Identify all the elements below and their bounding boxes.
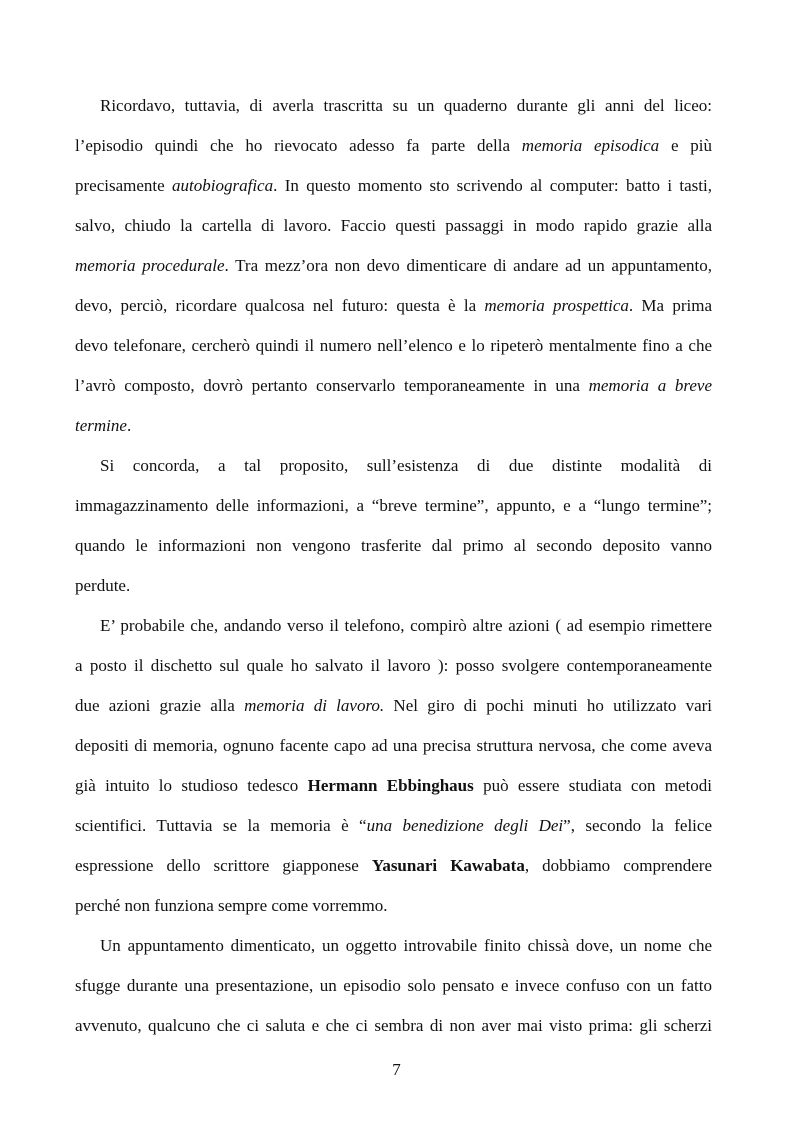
- text-segment: a posto il dischetto sul quale ho salvato il lavoro ): posso svolgere contemporaneamente: [75, 656, 712, 675]
- text-line: [75, 486, 712, 526]
- text-segment: salvo, chiudo la cartella di lavoro. Faccio questi passaggi in modo rapido grazie alla: [75, 216, 712, 235]
- text-segment: ”, secondo la felice: [563, 816, 712, 835]
- paragraph: [75, 606, 712, 926]
- italic-term: memoria a breve: [588, 376, 712, 395]
- text-line: [75, 846, 712, 886]
- text-line: [75, 166, 712, 206]
- text-line: [75, 1006, 712, 1046]
- text-segment: . Tra mezz’ora non devo dimenticare di andare ad un appuntamento,: [224, 256, 712, 275]
- italic-term: memoria di lavoro.: [244, 696, 385, 715]
- text-line: [75, 526, 712, 566]
- page-number: 7: [392, 1060, 401, 1079]
- text-segment: perché non funziona sempre come vorremmo.: [75, 896, 388, 915]
- text-segment: avvenuto, qualcuno che ci saluta e che ci sembra di non aver mai visto prima: gli scherzi: [75, 1016, 712, 1035]
- text-segment: , dobbiamo comprendere: [524, 856, 712, 875]
- italic-term: una benedizione degli Dei: [366, 816, 564, 835]
- text-segment: precisamente: [75, 176, 173, 195]
- text-segment: l’avrò composto, dovrò pertanto conservarlo temporaneamente in una: [75, 376, 589, 395]
- text-segment: .: [126, 416, 132, 435]
- text-segment: già intuito lo studioso tedesco: [75, 776, 308, 795]
- text-line: [75, 446, 712, 486]
- italic-term: termine: [75, 416, 127, 435]
- paragraph: [75, 86, 712, 446]
- text-segment: quando le informazioni non vengono trasferite dal primo al secondo deposito vanno: [75, 536, 712, 555]
- text-segment: sfugge durante una presentazione, un episodio solo pensato e invece confuso con un fatto: [75, 976, 712, 995]
- text-segment: devo telefonare, cercherò quindi il numero nell’elenco e lo ripeterò mentalmente fino a che: [75, 336, 712, 355]
- text-line: [75, 606, 712, 646]
- text-segment: depositi di memoria, ognuno facente capo ad una precisa struttura nervosa, che come aveva: [75, 736, 712, 755]
- text-segment: Nel giro di pochi minuti ho utilizzato vari: [384, 696, 713, 715]
- text-segment: scientifici. Tuttavia se la memoria è “: [75, 816, 367, 835]
- text-line: [75, 726, 712, 766]
- bold-name: Hermann Ebbinghaus: [307, 776, 474, 795]
- text-line: [75, 86, 712, 126]
- text-line: [75, 246, 712, 286]
- text-segment: Un appuntamento dimenticato, un oggetto introvabile finito chissà dove, un nome che: [100, 936, 712, 955]
- document-body: [75, 86, 712, 1046]
- text-segment: devo, perciò, ricordare qualcosa nel futuro: questa è la: [75, 296, 485, 315]
- bold-name: Yasunari Kawabata: [371, 856, 525, 875]
- text-segment: immagazzinamento delle informazioni, a “breve termine”, appunto, e a “lungo termine”;: [75, 496, 712, 515]
- paragraph: [75, 926, 712, 1046]
- text-line: [75, 926, 712, 966]
- italic-term: memoria prospettica: [484, 296, 629, 315]
- paragraph: [75, 446, 712, 606]
- text-line: [75, 806, 712, 846]
- text-segment: E’ probabile che, andando verso il telefono, compirò altre azioni ( ad esempio rimettere: [100, 616, 712, 635]
- text-segment: e più: [659, 136, 712, 155]
- text-segment: l’episodio quindi che ho rievocato adesso fa parte della: [75, 136, 522, 155]
- text-line: [75, 886, 712, 926]
- text-segment: . Ma prima: [628, 296, 712, 315]
- text-line: [75, 646, 712, 686]
- italic-term: memoria episodica: [521, 136, 660, 155]
- text-segment: può essere studiata con metodi: [473, 776, 712, 795]
- text-line: [75, 686, 712, 726]
- text-line: [75, 406, 712, 446]
- text-line: [75, 366, 712, 406]
- italic-term: autobiografica: [172, 176, 274, 195]
- text-segment: espressione dello scrittore giapponese: [75, 856, 372, 875]
- text-segment: Ricordavo, tuttavia, di averla trascritta su un quaderno durante gli anni del liceo:: [100, 96, 712, 115]
- text-line: [75, 566, 712, 606]
- text-segment: Si concorda, a tal proposito, sull’esistenza di due distinte modalità di: [100, 456, 712, 475]
- text-segment: perdute.: [75, 576, 131, 595]
- text-segment: . In questo momento sto scrivendo al computer: batto i tasti,: [273, 176, 712, 195]
- text-line: [75, 286, 712, 326]
- text-line: [75, 126, 712, 166]
- text-line: [75, 966, 712, 1006]
- italic-term: memoria procedurale: [75, 256, 225, 275]
- text-line: [75, 766, 712, 806]
- text-segment: due azioni grazie alla: [75, 696, 245, 715]
- text-line: [75, 206, 712, 246]
- text-line: [75, 326, 712, 366]
